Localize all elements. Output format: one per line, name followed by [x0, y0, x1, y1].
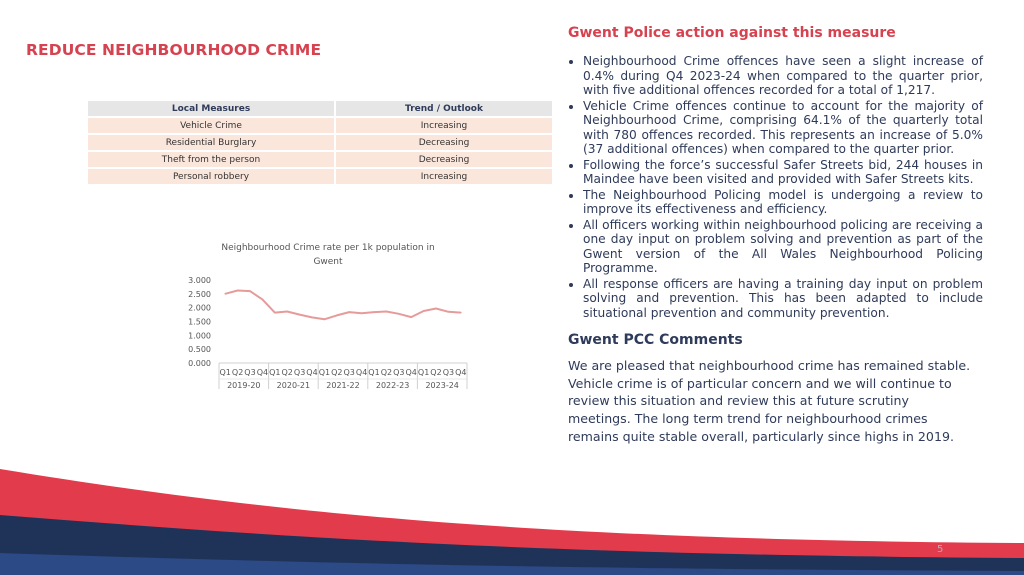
- data-point: [262, 299, 264, 301]
- x-tick-label: Q2: [281, 368, 293, 377]
- y-tick-label: 2.000: [188, 303, 211, 313]
- x-tick-label: Q2: [231, 368, 244, 377]
- y-tick-label: 0.000: [188, 359, 211, 368]
- x-tick-label: Q3: [393, 368, 405, 377]
- y-tick-label: 3.000: [188, 276, 211, 285]
- x-tick-label: Q1: [269, 368, 281, 377]
- list-item: • The Neighbourhood Policing model is undergoing a review to improve its effectiveness and efficiency.: [583, 188, 983, 217]
- data-point: [361, 312, 363, 314]
- page-title: REDUCE NEIGHBOURHOOD CRIME: [26, 41, 322, 59]
- x-tick-label: Q3: [343, 368, 355, 377]
- measure-cell: Vehicle Crime: [88, 118, 336, 133]
- footer-wave-decoration: [0, 455, 1024, 575]
- x-tick-label: Q1: [219, 368, 231, 377]
- data-point: [324, 319, 326, 321]
- list-item: • All response officers are having a training day input on problem solving and prevention. This has been adapted to include situational prevention and community prevention.: [583, 277, 983, 321]
- pcc-comments-heading: Gwent PCC Comments: [568, 332, 743, 348]
- x-group-label: 2019-20: [227, 381, 261, 390]
- x-group-label: 2021-22: [326, 381, 360, 390]
- crime-rate-line-chart: [180, 232, 480, 392]
- x-tick-label: Q2: [380, 368, 393, 377]
- data-point: [299, 314, 301, 316]
- right-panel: [568, 25, 983, 446]
- data-point: [435, 308, 437, 310]
- data-point: [237, 290, 239, 292]
- measure-cell: Residential Burglary: [88, 135, 336, 150]
- action-heading: Gwent Police action against this measure: [568, 25, 896, 41]
- page-number: 5: [937, 544, 944, 555]
- y-tick-label: 1.000: [188, 331, 211, 341]
- x-group-label: 2020-21: [276, 381, 311, 390]
- list-item: • Vehicle Crime offences continue to account for the majority of Neighbourhood Crime, comprising 64.1% of the quarterly total with 780 offences recorded. This represents an increase of 5.0% (37 additional offences) when compared to the quarter prior.: [583, 99, 983, 157]
- x-tick-label: Q2: [331, 368, 343, 377]
- measure-cell: Personal robbery: [88, 169, 336, 184]
- trend-cell: Decreasing: [336, 152, 552, 167]
- data-point: [398, 313, 400, 315]
- x-group-label: 2023-24: [425, 381, 459, 390]
- data-point: [249, 290, 251, 292]
- trend-cell: Decreasing: [336, 135, 552, 150]
- x-tick-label: Q3: [244, 368, 256, 377]
- x-tick-label: Q4: [405, 368, 417, 377]
- y-tick-label: 2.500: [188, 289, 211, 299]
- x-tick-label: Q4: [306, 368, 318, 377]
- table-row: [88, 118, 552, 133]
- x-tick-label: Q3: [442, 368, 455, 377]
- chart-title-line: Neighbourhood Crime rate per 1k population in: [221, 243, 435, 253]
- data-point: [224, 293, 226, 295]
- table-row: [88, 152, 552, 167]
- local-measures-table: [88, 99, 552, 186]
- x-tick-label: Q4: [455, 368, 467, 377]
- column-header-measure: Local Measures: [88, 101, 336, 116]
- x-tick-label: Q3: [293, 368, 306, 377]
- pcc-comments-text: We are pleased that neighbourhood crime has remained stable. Vehicle crime is of particular concern and we will continue to review this situation and review this at future scrutiny meetings. The long term trend for neighbourhood crimes remains quite stable overall, particularly since highs in 2019.: [568, 358, 971, 444]
- x-group-label: 2022-23: [375, 381, 410, 390]
- data-point: [373, 311, 375, 313]
- data-point: [311, 317, 313, 319]
- data-point: [286, 311, 288, 313]
- data-point: [336, 315, 338, 317]
- x-tick-label: Q2: [430, 368, 442, 377]
- y-tick-label: 0.500: [188, 345, 211, 355]
- table-row: [88, 135, 552, 150]
- chart-title-line: Gwent: [313, 257, 343, 267]
- trend-cell: Increasing: [336, 169, 552, 184]
- x-tick-label: Q1: [318, 368, 331, 377]
- action-list: [568, 54, 983, 320]
- x-tick-label: Q4: [256, 368, 269, 377]
- data-point: [410, 316, 412, 318]
- trend-cell: Increasing: [336, 118, 552, 133]
- list-item: • All officers working within neighbourhood policing are receiving a one day input on problem solving and prevention as part of the Gwent version of the All Wales Neighbourhood Policing Programme.: [583, 218, 983, 276]
- column-header-trend: Trend / Outlook: [336, 101, 552, 116]
- data-point: [448, 311, 450, 313]
- list-item: • Neighbourhood Crime offences have seen a slight increase of 0.4% during Q4 2023-24 when compared to the quarter prior, with five additional offences recorded for a total of 1,217.: [583, 54, 983, 98]
- table-row: [88, 169, 552, 184]
- series-line: [225, 291, 461, 320]
- x-tick-label: Q1: [417, 368, 430, 377]
- y-tick-label: 1.500: [188, 317, 211, 327]
- data-point: [386, 311, 388, 313]
- data-point: [460, 312, 462, 314]
- measure-cell: Theft from the person: [88, 152, 336, 167]
- data-point: [423, 310, 425, 312]
- list-item: • Following the force’s successful Safer Streets bid, 244 houses in Maindee have been visited and provided with Safer Streets kits.: [583, 158, 983, 187]
- data-point: [348, 311, 350, 313]
- x-tick-label: Q4: [355, 368, 368, 377]
- table-header-row: [88, 101, 552, 116]
- x-tick-label: Q1: [368, 368, 380, 377]
- data-point: [274, 312, 276, 314]
